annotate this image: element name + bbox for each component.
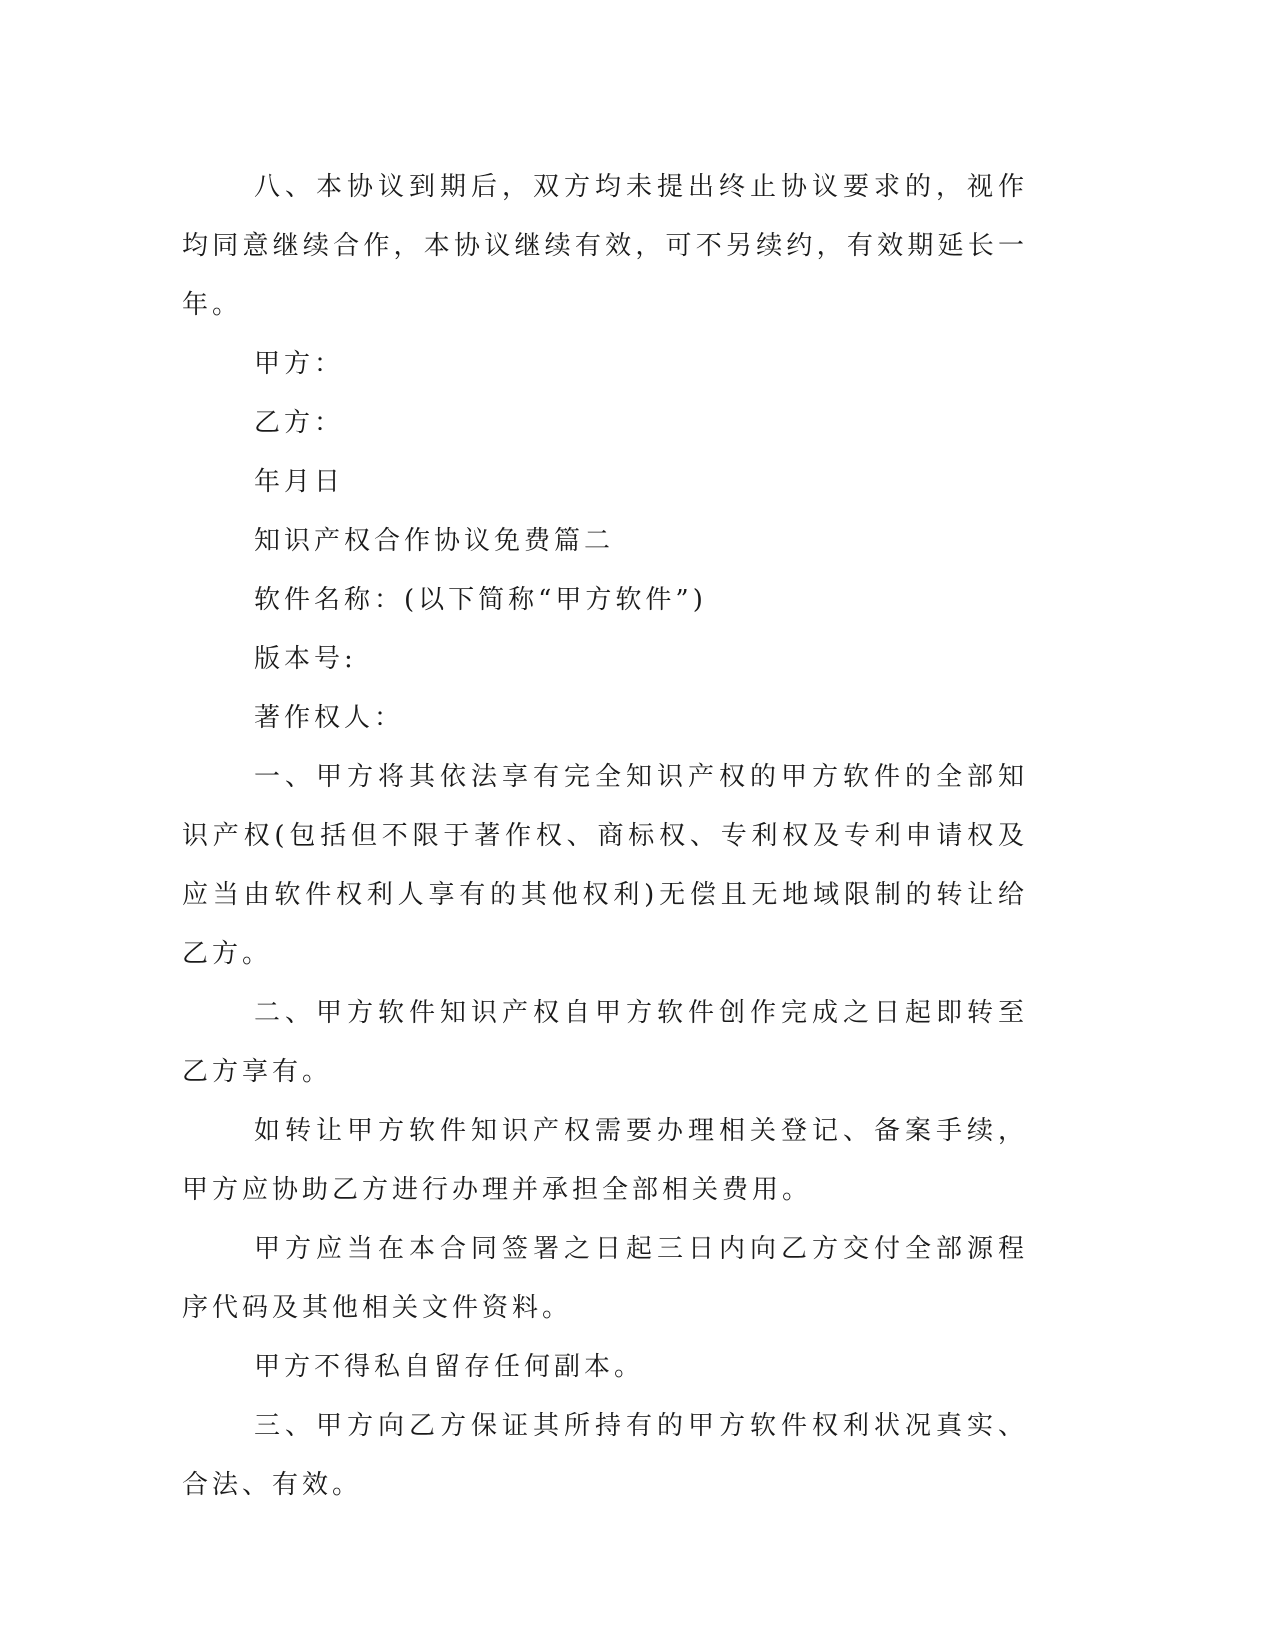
document-body xyxy=(182,158,1028,1515)
delivery-paragraph: 甲方应当在本合同签署之日起三日内向乙方交付全部源程序代码及其他相关文件资料。 xyxy=(182,1234,1028,1323)
clause-eight-renewal: 八、本协议到期后，双方均未提出终止协议要求的，视作均同意继续合作，本协议继续有效，可不另续约，有效期延长一年。 xyxy=(182,172,1028,320)
section-title: 知识产权合作协议免费篇二 xyxy=(254,526,615,556)
registration-paragraph: 如转让甲方软件知识产权需要办理相关登记、备案手续，甲方应协助乙方进行办理并承担全部相关费用。 xyxy=(182,1116,1028,1205)
party-a-label: 甲方： xyxy=(254,349,345,379)
clause-one-transfer: 一、甲方将其依法享有完全知识产权的甲方软件的全部知识产权(包括但不限于著作权、商标权、专利权及专利申请权及应当由软件权利人享有的其他权利)无偿且无地域限制的转让给乙方。 xyxy=(182,762,1028,969)
version-line: 版本号: xyxy=(254,644,357,674)
no-copies-paragraph: 甲方不得私自留存任何副本。 xyxy=(254,1352,645,1382)
software-name-line: 软件名称：(以下简称“甲方软件”) xyxy=(254,585,707,615)
date-line: 年月日 xyxy=(254,467,345,497)
clause-two-ownership: 二、甲方软件知识产权自甲方软件创作完成之日起即转至乙方享有。 xyxy=(182,998,1028,1087)
clause-three-warranty: 三、甲方向乙方保证其所持有的甲方软件权利状况真实、合法、有效。 xyxy=(182,1411,1028,1500)
party-b-label: 乙方： xyxy=(254,408,345,438)
copyright-holder-line: 著作权人： xyxy=(254,703,405,733)
